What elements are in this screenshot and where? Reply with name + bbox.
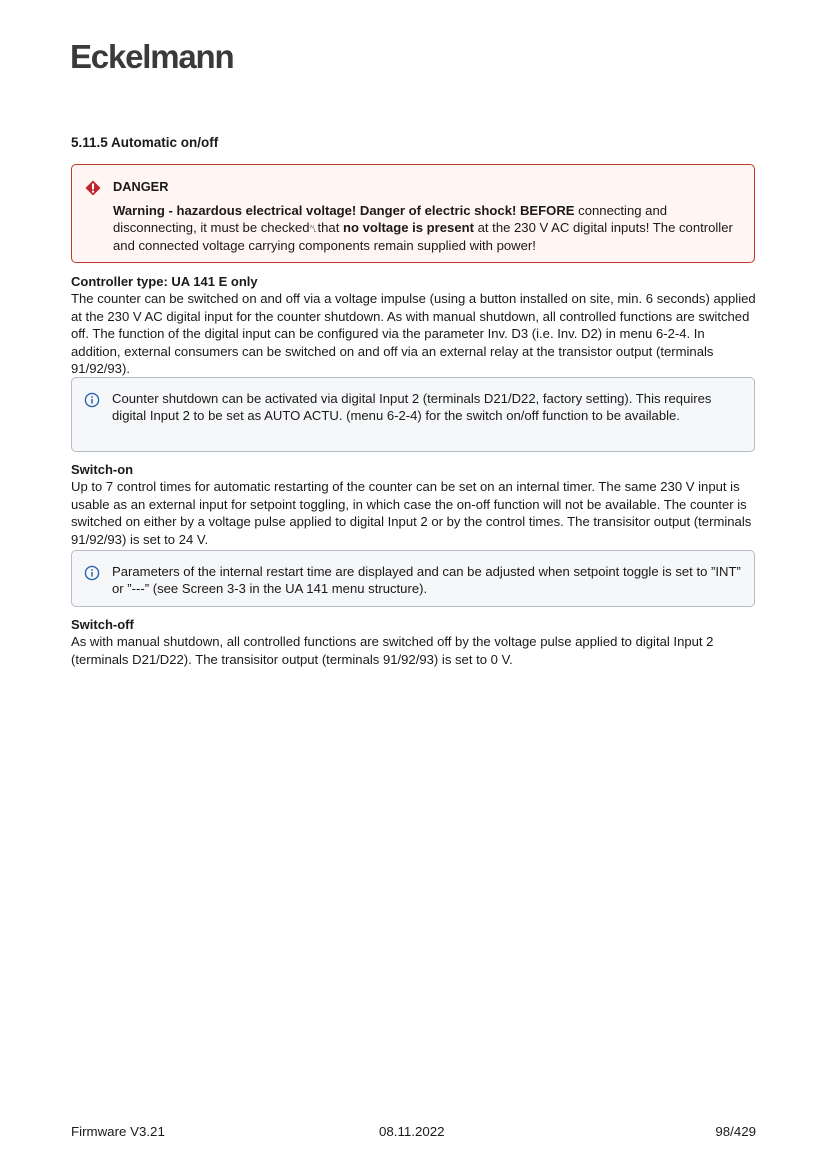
switch-on-body: Up to 7 control times for automatic restarting of the counter can be set on an internal timer. The same 230 V input is usable as an external input for setpoint toggling, in which case the on-off function will not be available. The counter is switched on either by a voltage pulse applied to digital Input 2 or by the control times. The transisitor output (terminals 91/92/93) is set to 24 V. [71, 479, 752, 547]
footer-date: 08.11.2022 [379, 1124, 445, 1139]
info-icon [84, 565, 100, 581]
danger-text-part-1: connecting and disconnecting, it must be checked [113, 203, 668, 236]
footer-firmware: Firmware V3.21 [71, 1124, 165, 1139]
switch-on-section [71, 461, 757, 548]
switch-on-heading: Switch-on [71, 462, 134, 477]
nul-glyph: ␤ [309, 224, 318, 236]
danger-text [113, 202, 741, 254]
controller-type-heading: Controller type: UA 141 E only [71, 274, 258, 289]
info-note-restart-text: Parameters of the internal restart time are displayed and can be adjusted when setpoint toggle is set to ”INT” or ”---” (see Screen 3-3 in the UA 141 menu structure). [112, 564, 741, 597]
controller-type-section [71, 273, 757, 377]
danger-warning-bold: Warning - hazardous electrical voltage! Danger of electric shock! BEFORE [113, 203, 575, 218]
danger-notice [71, 164, 755, 263]
danger-text-part-3: at the 230 V AC digital inputs! The controller and connected voltage carrying components remain supplied with power! [113, 220, 733, 253]
switch-off-body: As with manual shutdown, all controlled functions are switched off by the voltage pulse applied to digital Input 2 (terminals D21/D22). The transisitor output (terminals 91/92/93) is set to 0 V. [71, 634, 714, 667]
eckelmann-logo: Eckelmann [70, 38, 234, 75]
danger-icon [85, 180, 101, 196]
danger-no-voltage-bold: no voltage is present [343, 220, 474, 236]
switch-off-heading: Switch-off [71, 617, 134, 632]
switch-off-section [71, 616, 757, 668]
info-note-restart [71, 550, 755, 607]
section-title: 5.11.5 Automatic on/off [71, 135, 219, 150]
danger-title: DANGER [113, 179, 169, 194]
danger-text-part-2: that [317, 220, 343, 236]
footer-page-number: 98/429 [715, 1124, 756, 1139]
info-icon [84, 392, 100, 408]
info-note-shutdown [71, 377, 755, 452]
controller-type-body: The counter can be switched on and off via a voltage impulse (using a button installed on site, min. 6 seconds) applied at the 230 V AC digital input for the counter shutdown. As with manual shutdown, all controlled functions are switched off. The function of the digital input can be configured via the parameter Inv. D3 (i.e. Inv. D2) in menu 6-2-4. In addition, external consumers can be switched on and off via an external relay at the transistor output (terminals 91/92/93). [71, 291, 756, 376]
info-note-shutdown-text: Counter shutdown can be activated via digital Input 2 (terminals D21/D22, factory setting). This requires digital Input 2 to be set as AUTO ACTU. (menu 6-2-4) for the switch on/off function to be available. [112, 391, 712, 424]
